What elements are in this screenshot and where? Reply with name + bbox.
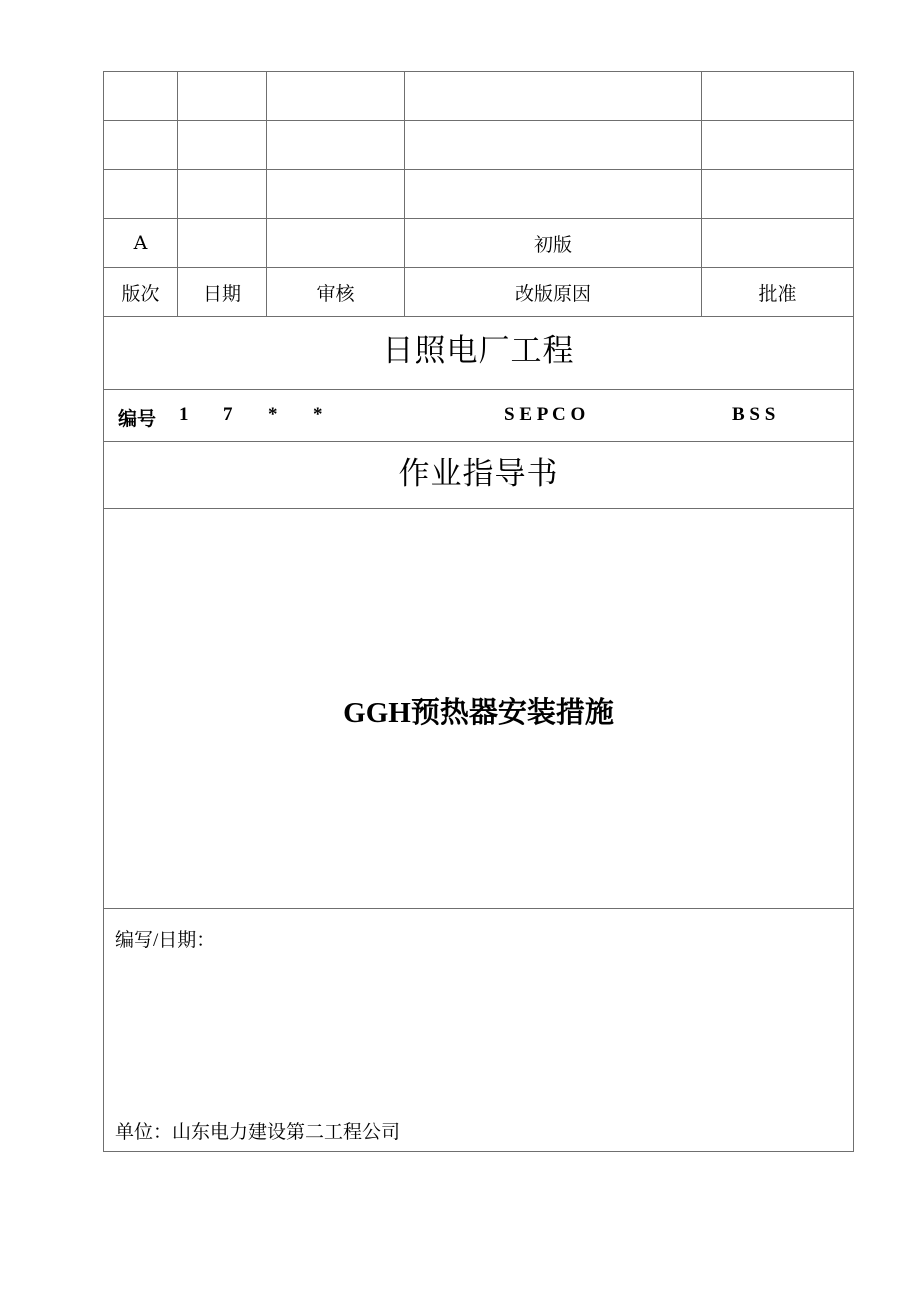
header-approval: 批准: [702, 268, 854, 317]
author-date-label: 编写/日期：: [115, 930, 216, 951]
code-part: 1: [179, 404, 189, 425]
header-review: 审核: [267, 268, 405, 317]
revision-row: [104, 219, 854, 268]
cover-sheet-table: [103, 71, 854, 1152]
revision-cell: [178, 170, 267, 219]
revision-cell: [178, 121, 267, 170]
project-title: 日照电厂工程: [382, 333, 575, 369]
revision-cell: [104, 121, 178, 170]
revision-cell: [267, 219, 405, 268]
revision-cell: [702, 219, 854, 268]
revision-cell: 初版: [405, 219, 702, 268]
unit-label: 单位：山东电力建设第二工程公司: [115, 1122, 401, 1143]
code-part: 7: [223, 404, 233, 425]
doc-type-row: [104, 442, 854, 509]
revision-cell: [104, 170, 178, 219]
revision-cell: [405, 170, 702, 219]
revision-cell: [267, 121, 405, 170]
revision-row: [104, 72, 854, 121]
revision-cell: [178, 219, 267, 268]
revision-cell: [267, 170, 405, 219]
revision-cell: [405, 121, 702, 170]
revision-cell: [178, 72, 267, 121]
revision-header-row: [104, 268, 854, 317]
header-date: 日期: [178, 268, 267, 317]
revision-cell: [405, 72, 702, 121]
header-revision: 版次: [104, 268, 178, 317]
revision-cell: [267, 72, 405, 121]
doc-type-title: 作业指导书: [398, 456, 559, 492]
revision-cell: [104, 72, 178, 121]
document-code-row: [104, 390, 854, 442]
revision-row: [104, 121, 854, 170]
revision-cell: [702, 121, 854, 170]
revision-row: [104, 170, 854, 219]
code-part: *: [313, 404, 323, 425]
revision-cell: [702, 72, 854, 121]
footer-row: [104, 909, 854, 1152]
code-part: B S S: [732, 404, 776, 425]
project-title-row: [104, 317, 854, 390]
code-part: *: [268, 404, 278, 425]
revision-cell: [702, 170, 854, 219]
header-reason: 改版原因: [405, 268, 702, 317]
revision-cell: A: [104, 219, 178, 268]
code-part: S E P C O: [504, 404, 586, 425]
document-code: [104, 390, 853, 441]
subject-row: [104, 509, 854, 909]
code-label: 编号: [118, 408, 157, 430]
subject-title: GGH预热器安装措施: [343, 697, 614, 729]
